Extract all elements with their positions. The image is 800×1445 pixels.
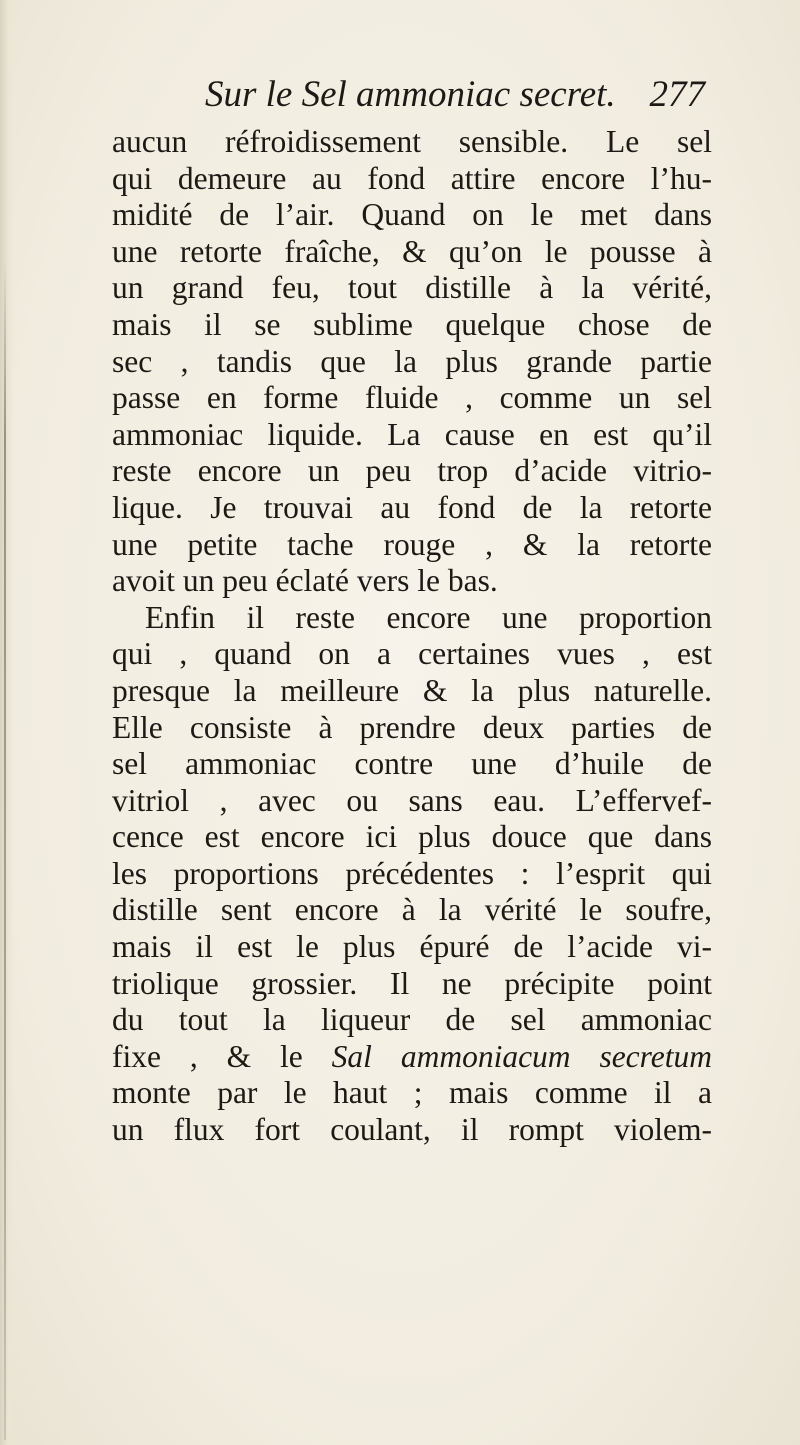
text-line: une retorte fraîche, & qu’on le pousse à [112, 233, 712, 269]
binding-edge [4, 260, 6, 1440]
text-line: presque la meilleure & la plus naturelle. [112, 672, 712, 708]
text-line: reste encore un peu trop d’acide vitrio- [112, 453, 712, 489]
text-line: cence est encore ici plus douce que dans [112, 819, 712, 855]
text-line: passe en forme fluide , comme un sel [112, 380, 712, 416]
text-line: les proportions précédentes : l’esprit qui [112, 855, 712, 891]
text-segment: fixe , & le [112, 1038, 332, 1074]
text-line: monte par le haut ; mais comme il a [112, 1075, 712, 1111]
body-text [112, 124, 712, 1149]
page-number: 277 [649, 74, 705, 115]
text-line: mais il se sublime quelque chose de [112, 306, 712, 342]
text-line: une petite tache rouge , & la retorte [112, 526, 712, 562]
text-line: ammoniac liquide. La cause en est qu’il [112, 416, 712, 452]
text-line: un flux fort coulant, il rompt violem- [112, 1112, 712, 1148]
text-line: mais il est le plus épuré de l’acide vi- [112, 929, 712, 965]
text-line: midité de l’air. Quand on le met dans [112, 197, 712, 233]
text-line-with-italic [112, 1039, 712, 1076]
page-gutter-shadow [0, 0, 14, 1445]
text-line: Elle consiste à prendre deux parties de [112, 709, 712, 745]
text-line: du tout la liqueur de sel ammoniac [112, 1002, 712, 1038]
text-line: sel ammoniac contre une d’huile de [112, 746, 712, 782]
text-line-paragraph-end: avoit un peu éclaté vers le bas. [112, 563, 498, 599]
text-line: un grand feu, tout distille à la vérité, [112, 270, 712, 306]
text-line: lique. Je trouvai au fond de la retorte [112, 489, 712, 525]
text-line: vitriol , avec ou sans eau. L’effervef- [112, 782, 712, 818]
text-line: sec , tandis que la plus grande partie [112, 343, 712, 379]
running-title: Sur le Sel ammoniac secret. [205, 74, 616, 115]
text-line: triolique grossier. Il ne précipite point [112, 965, 712, 1001]
text-line: distille sent encore à la vérité le soufre, [112, 892, 712, 928]
text-line: aucun réfroidissement sensible. Le sel [112, 124, 712, 159]
page-header [205, 70, 705, 120]
text-line: qui , quand on a certaines vues , est [112, 636, 712, 672]
text-line: qui demeure au fond attire encore l’hu- [112, 160, 712, 196]
italic-latin-term: Sal ammoniacum secretum [331, 1038, 712, 1074]
text-line-paragraph-start: Enfin il reste encore une proportion [145, 599, 712, 635]
